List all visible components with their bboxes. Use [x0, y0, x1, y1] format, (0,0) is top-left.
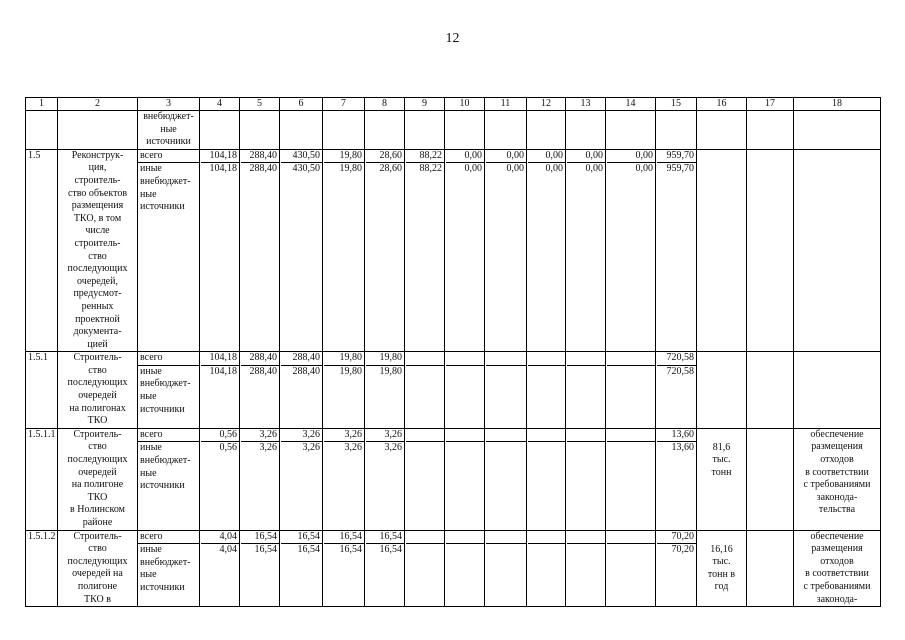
- expected-result: [794, 530, 881, 607]
- row-code: 1.5.1.1: [26, 428, 58, 530]
- value-cell: [445, 428, 485, 530]
- total-value: 720,58: [657, 352, 697, 366]
- activity-name-line: очередей на: [72, 568, 123, 580]
- value-cell: [365, 149, 405, 352]
- expected-result-line: размещения: [811, 441, 863, 453]
- other-value: [568, 366, 603, 379]
- source-other-label: внебюджет-: [140, 378, 191, 390]
- value-cell: [365, 352, 405, 429]
- source-total-label: всего: [138, 150, 199, 164]
- total-value: 0,00: [528, 150, 566, 164]
- value-cell: [656, 352, 697, 429]
- value-cell: [280, 352, 323, 429]
- table-cell: [405, 111, 445, 150]
- table-cell: [280, 111, 323, 150]
- activity-name-line: ТКО: [87, 491, 108, 503]
- activity-name-line: проектной: [75, 313, 120, 325]
- other-value: [487, 544, 524, 557]
- value-cell: [323, 530, 365, 607]
- activity-name-line: последующих: [67, 555, 128, 567]
- total-value: [528, 531, 566, 545]
- value-cell: [485, 352, 527, 429]
- source-other-label: ные: [140, 188, 157, 200]
- activity-name-line: на полигоне: [71, 479, 124, 491]
- value-cell: [323, 428, 365, 530]
- other-value: [608, 366, 653, 379]
- funding-source: [138, 149, 200, 352]
- value-cell: [405, 352, 445, 429]
- result-capacity-line: 16,16: [710, 543, 733, 555]
- column-header: 12: [527, 98, 566, 111]
- other-value: [407, 442, 442, 455]
- total-value: 0,00: [446, 150, 485, 164]
- other-value: 16,54: [254, 544, 277, 556]
- expected-result: [794, 428, 881, 530]
- table-cell: [656, 111, 697, 150]
- value-cell: [323, 149, 365, 352]
- expected-result-line: обеспечение: [810, 530, 864, 542]
- other-value: 19,80: [339, 365, 362, 377]
- total-value: 19,80: [366, 352, 405, 366]
- other-value: [407, 366, 442, 379]
- total-value: 4,04: [201, 531, 240, 545]
- column-header: 16: [697, 98, 747, 111]
- other-value: 3,26: [344, 442, 362, 454]
- result-capacity: [697, 428, 747, 530]
- other-value: [447, 366, 482, 379]
- value-cell: [445, 530, 485, 607]
- other-value: [608, 442, 653, 455]
- activity-name: [58, 149, 138, 352]
- table-cell: [747, 530, 794, 607]
- activity-name-line: документа-: [73, 326, 122, 338]
- table-row: [26, 149, 881, 352]
- activity-name-line: на полигонах: [69, 402, 126, 414]
- total-value: 0,00: [607, 150, 656, 164]
- source-label: ные: [160, 123, 177, 135]
- other-value: 0,56: [219, 442, 237, 454]
- value-cell: [405, 530, 445, 607]
- source-other-label: иные: [140, 365, 162, 377]
- other-value: 288,40: [249, 163, 277, 175]
- table-cell: [240, 111, 280, 150]
- value-cell: [485, 530, 527, 607]
- total-value: 3,26: [241, 429, 280, 443]
- total-value: 16,54: [241, 531, 280, 545]
- result-capacity: [697, 530, 747, 607]
- column-header: 5: [240, 98, 280, 111]
- source-other-label: внебюджет-: [140, 175, 191, 187]
- value-cell: [566, 428, 606, 530]
- other-value: 3,26: [259, 442, 277, 454]
- value-cell: [606, 149, 656, 352]
- value-cell: [280, 149, 323, 352]
- expected-result-line: с требованиями: [803, 580, 871, 592]
- column-header: 3: [138, 98, 200, 111]
- total-value: [607, 352, 656, 366]
- table-cell: [138, 111, 200, 150]
- total-value: 28,60: [366, 150, 405, 164]
- column-header: 4: [200, 98, 240, 111]
- other-value: 16,54: [379, 544, 402, 556]
- other-value: [608, 544, 653, 557]
- activity-name-line: очередей: [78, 466, 117, 478]
- total-value: 16,54: [366, 531, 405, 545]
- activity-name-line: размещения: [71, 200, 124, 212]
- activity-name: [58, 530, 138, 607]
- source-other-label: источники: [140, 403, 185, 415]
- other-value: 19,80: [379, 365, 402, 377]
- other-value: 3,26: [302, 442, 320, 454]
- activity-name-line: ТКО в: [84, 593, 111, 605]
- value-cell: [527, 530, 566, 607]
- activity-name-line: очередей,: [77, 275, 118, 287]
- total-value: 16,54: [324, 531, 365, 545]
- total-value: [607, 531, 656, 545]
- other-value: 16,54: [297, 544, 320, 556]
- total-value: [406, 429, 445, 443]
- total-value: [528, 429, 566, 443]
- activity-name-line: ция,: [88, 162, 107, 174]
- value-cell: [405, 428, 445, 530]
- total-value: 288,40: [241, 150, 280, 164]
- total-value: 16,54: [281, 531, 323, 545]
- table-cell: [485, 111, 527, 150]
- value-cell: [405, 149, 445, 352]
- table-cell: [747, 111, 794, 150]
- other-value: [407, 544, 442, 557]
- table-cell: [566, 111, 606, 150]
- total-value: 104,18: [201, 150, 240, 164]
- result-capacity-line: тыс.: [712, 454, 731, 466]
- activity-name-line: ренных: [81, 300, 114, 312]
- activity-name-line: Строитель-: [73, 352, 122, 364]
- activity-name-line: ство: [88, 250, 107, 262]
- other-value: 4,04: [219, 544, 237, 556]
- other-value: 13,60: [671, 442, 694, 454]
- expected-result: [794, 149, 881, 352]
- total-value: [567, 429, 606, 443]
- total-value: 3,26: [366, 429, 405, 443]
- other-value: [529, 366, 563, 379]
- activity-name-line: ТКО: [87, 415, 108, 427]
- budget-table: [25, 97, 881, 607]
- value-cell: [323, 352, 365, 429]
- total-value: [406, 352, 445, 366]
- source-other-label: внебюджет-: [140, 455, 191, 467]
- total-value: 0,56: [201, 429, 240, 443]
- expected-result-line: отходов: [820, 454, 854, 466]
- table-cell: [747, 352, 794, 429]
- funding-source: [138, 530, 200, 607]
- activity-name-line: строитель-: [74, 174, 121, 186]
- total-value: 70,20: [657, 531, 697, 545]
- column-header-row: [26, 98, 881, 111]
- total-value: 288,40: [241, 352, 280, 366]
- activity-name-line: строитель-: [74, 237, 121, 249]
- result-capacity-line: тонн в: [707, 568, 736, 580]
- value-cell: [365, 530, 405, 607]
- total-value: 430,50: [281, 150, 323, 164]
- source-total-label: всего: [138, 352, 199, 366]
- column-header: 9: [405, 98, 445, 111]
- total-value: 19,80: [324, 352, 365, 366]
- activity-name-line: ство: [88, 364, 107, 376]
- row-code: 1.5.1: [26, 352, 58, 429]
- value-cell: [656, 428, 697, 530]
- activity-name-line: очередей: [78, 390, 117, 402]
- source-other-label: иные: [140, 163, 162, 175]
- expected-result-line: законода-: [816, 593, 858, 605]
- total-value: 0,00: [567, 150, 606, 164]
- table-cell: [26, 111, 58, 150]
- source-other-label: источники: [140, 581, 185, 593]
- expected-result-line: законода-: [816, 491, 858, 503]
- source-other-label: внебюджет-: [140, 556, 191, 568]
- result-capacity: [697, 352, 747, 429]
- value-cell: [566, 149, 606, 352]
- table-row: [26, 428, 881, 530]
- activity-name-line: предусмот-: [73, 288, 122, 300]
- value-cell: [656, 530, 697, 607]
- expected-result-line: в соответствии: [805, 568, 869, 580]
- activity-name: [58, 352, 138, 429]
- value-cell: [606, 530, 656, 607]
- result-capacity-line: год: [714, 581, 729, 593]
- source-other-label: ные: [140, 569, 157, 581]
- total-value: [446, 352, 485, 366]
- source-other-label: источники: [140, 201, 185, 213]
- page-number: 12: [445, 31, 460, 46]
- activity-name-line: ство: [88, 441, 107, 453]
- activity-name-line: ство объектов: [67, 187, 128, 199]
- column-header: 8: [365, 98, 405, 111]
- expected-result-line: обеспечение: [810, 428, 864, 440]
- column-header: 6: [280, 98, 323, 111]
- total-value: [486, 429, 527, 443]
- row-code: 1.5: [26, 149, 58, 352]
- other-value: 0,00: [635, 163, 653, 175]
- column-header: 7: [323, 98, 365, 111]
- total-value: 104,18: [201, 352, 240, 366]
- continuation-row: [26, 111, 881, 150]
- total-value: 288,40: [281, 352, 323, 366]
- result-capacity-line: 81,6: [712, 441, 731, 453]
- other-value: [529, 544, 563, 557]
- source-other-label: иные: [140, 544, 162, 556]
- activity-name-line: районе: [82, 517, 113, 528]
- total-value: [446, 531, 485, 545]
- expected-result-line: в соответствии: [805, 466, 869, 478]
- column-header: 18: [794, 98, 881, 111]
- table-cell: [747, 428, 794, 530]
- table-cell: [794, 111, 881, 150]
- total-value: [446, 429, 485, 443]
- other-value: [447, 442, 482, 455]
- other-value: [529, 442, 563, 455]
- other-value: 16,54: [339, 544, 362, 556]
- other-value: 19,80: [339, 163, 362, 175]
- value-cell: [485, 149, 527, 352]
- activity-name-line: ТКО, в том: [73, 212, 122, 224]
- other-value: [487, 442, 524, 455]
- value-cell: [606, 352, 656, 429]
- expected-result: [794, 352, 881, 429]
- source-other-label: иные: [140, 442, 162, 454]
- table-cell: [697, 111, 747, 150]
- activity-name-line: Строитель-: [73, 530, 122, 542]
- table-row: [26, 352, 881, 429]
- other-value: 0,00: [506, 163, 524, 175]
- table-row: [26, 530, 881, 607]
- activity-name-line: ство: [88, 543, 107, 555]
- table-cell: [527, 111, 566, 150]
- row-code: 1.5.1.2: [26, 530, 58, 607]
- value-cell: [200, 149, 240, 352]
- total-value: 13,60: [657, 429, 697, 443]
- funding-source: [138, 352, 200, 429]
- column-header: 13: [566, 98, 606, 111]
- value-cell: [200, 428, 240, 530]
- total-value: [567, 531, 606, 545]
- expected-result-line: с требованиями: [803, 479, 871, 491]
- other-value: 288,40: [249, 365, 277, 377]
- activity-name-line: последующих: [67, 263, 128, 275]
- value-cell: [485, 428, 527, 530]
- column-header: 17: [747, 98, 794, 111]
- table-cell: [58, 111, 138, 150]
- expected-result-line: отходов: [820, 555, 854, 567]
- other-value: 959,70: [666, 163, 694, 175]
- value-cell: [240, 149, 280, 352]
- other-value: 288,40: [292, 365, 320, 377]
- value-cell: [606, 428, 656, 530]
- column-header: 10: [445, 98, 485, 111]
- activity-name-line: полигоне: [77, 580, 118, 592]
- value-cell: [527, 149, 566, 352]
- activity-name-line: Строитель-: [73, 428, 122, 440]
- value-cell: [527, 352, 566, 429]
- value-cell: [200, 530, 240, 607]
- other-value: 0,00: [464, 163, 482, 175]
- other-value: [487, 366, 524, 379]
- other-value: [568, 544, 603, 557]
- result-capacity-line: тыс.: [712, 556, 731, 568]
- total-value: 959,70: [657, 150, 697, 164]
- total-value: [486, 352, 527, 366]
- column-header: 1: [26, 98, 58, 111]
- column-header: 11: [485, 98, 527, 111]
- source-label: внебюджет-: [143, 111, 194, 122]
- activity-name-line: последующих: [67, 454, 128, 466]
- source-other-label: источники: [140, 480, 185, 492]
- activity-name-line: цией: [87, 338, 108, 350]
- other-value: 430,50: [292, 163, 320, 175]
- value-cell: [240, 352, 280, 429]
- activity-name-line: Реконструк-: [71, 149, 124, 161]
- table-cell: [323, 111, 365, 150]
- total-value: [528, 352, 566, 366]
- column-header: 2: [58, 98, 138, 111]
- total-value: 88,22: [406, 150, 445, 164]
- value-cell: [656, 149, 697, 352]
- total-value: [607, 429, 656, 443]
- table-cell: [606, 111, 656, 150]
- total-value: 0,00: [486, 150, 527, 164]
- other-value: 104,18: [209, 163, 237, 175]
- funding-source: [138, 428, 200, 530]
- other-value: 104,18: [209, 365, 237, 377]
- total-value: [406, 531, 445, 545]
- value-cell: [527, 428, 566, 530]
- value-cell: [566, 530, 606, 607]
- table-cell: [200, 111, 240, 150]
- expected-result-line: тельства: [818, 504, 856, 516]
- column-header: 14: [606, 98, 656, 111]
- table-cell: [747, 149, 794, 352]
- value-cell: [240, 530, 280, 607]
- value-cell: [280, 530, 323, 607]
- table-cell: [445, 111, 485, 150]
- other-value: 28,60: [379, 163, 402, 175]
- activity-name-line: в Нолинском: [70, 504, 125, 516]
- source-other-label: ные: [140, 467, 157, 479]
- value-cell: [445, 149, 485, 352]
- total-value: 19,80: [324, 150, 365, 164]
- total-value: [567, 352, 606, 366]
- value-cell: [280, 428, 323, 530]
- other-value: 0,00: [585, 163, 603, 175]
- value-cell: [365, 428, 405, 530]
- value-cell: [240, 428, 280, 530]
- other-value: [447, 544, 482, 557]
- other-value: 88,22: [419, 163, 442, 175]
- other-value: [568, 442, 603, 455]
- total-value: [486, 531, 527, 545]
- column-header: 15: [656, 98, 697, 111]
- expected-result-line: размещения: [811, 543, 863, 555]
- activity-name: [58, 428, 138, 530]
- result-capacity-line: тонн: [711, 467, 732, 479]
- value-cell: [566, 352, 606, 429]
- source-total-label: всего: [138, 531, 199, 545]
- other-value: 3,26: [384, 442, 402, 454]
- source-label: источники: [146, 136, 191, 148]
- total-value: 3,26: [281, 429, 323, 443]
- source-other-label: ные: [140, 391, 157, 403]
- value-cell: [445, 352, 485, 429]
- activity-name-line: числе: [85, 225, 110, 237]
- other-value: 0,00: [545, 163, 563, 175]
- result-capacity: [697, 149, 747, 352]
- table-cell: [365, 111, 405, 150]
- other-value: 720,58: [666, 365, 694, 377]
- other-value: 70,20: [671, 544, 694, 556]
- total-value: 3,26: [324, 429, 365, 443]
- value-cell: [200, 352, 240, 429]
- activity-name-line: последующих: [67, 377, 128, 389]
- source-total-label: всего: [138, 429, 199, 443]
